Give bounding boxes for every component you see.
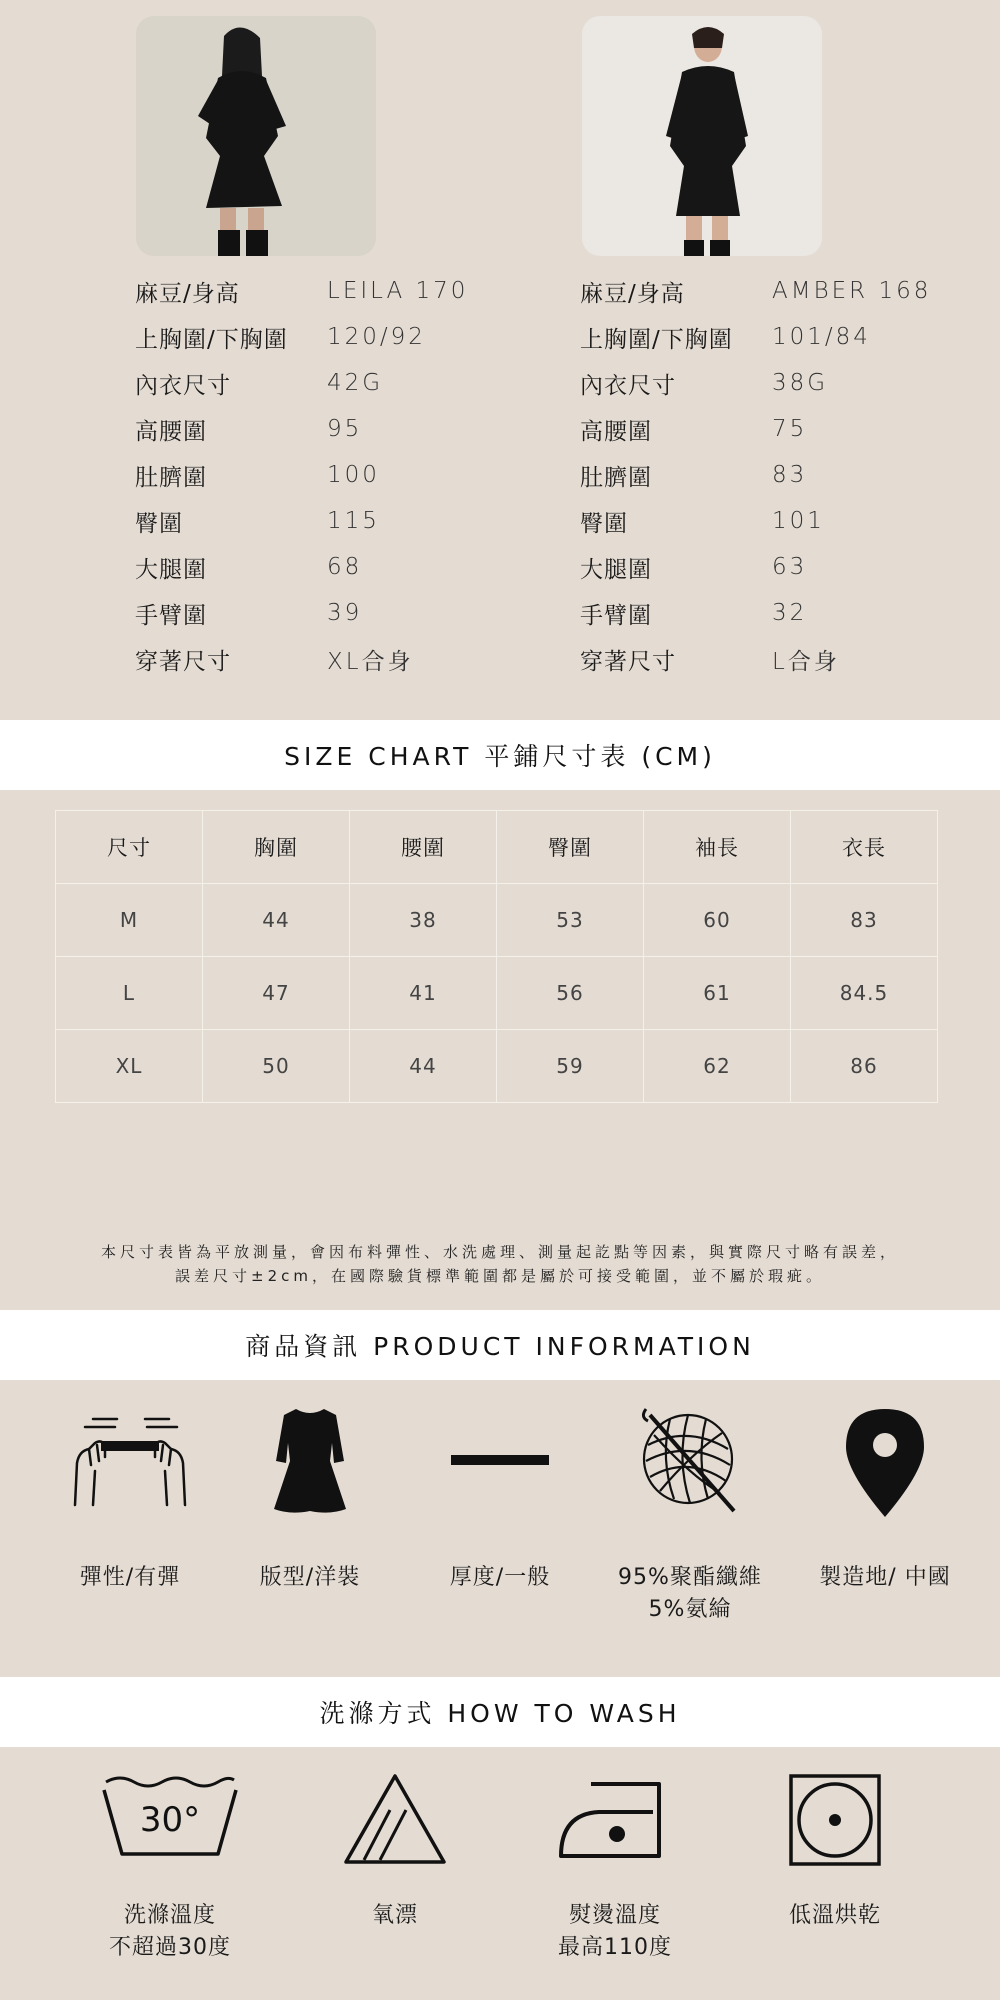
table-cell: XL: [56, 1030, 203, 1103]
size-chart-table: [55, 810, 938, 1103]
tumble-dry-low-icon: [785, 1770, 885, 1870]
dress-icon: [260, 1405, 360, 1515]
size-disclaimer-line: 誤差尺寸±2cm，在國際驗貨標準範圍都是屬於可接受範圍，並不屬於瑕疵。: [175, 1267, 825, 1285]
table-cell: 41: [350, 957, 497, 1030]
table-cell: 60: [644, 884, 791, 957]
table-row: [56, 884, 938, 957]
table-cell: 47: [203, 957, 350, 1030]
table-row: [56, 957, 938, 1030]
model-row: 麻豆/身高 AMBER 168: [580, 278, 932, 307]
model-row: 臀圍 115: [135, 508, 380, 537]
yarn-ball-icon: [630, 1405, 750, 1517]
model-row: 上胸圍/下胸圍 101/84: [580, 324, 871, 353]
table-cell: 56: [497, 957, 644, 1030]
product-info-thickness: [425, 1405, 575, 1515]
material-label: 95%聚酯纖維 5%氨綸: [618, 1565, 762, 1622]
table-row: [56, 1030, 938, 1103]
model-row: 上胸圍/下胸圍 120/92: [135, 324, 426, 353]
product-info-origin: [800, 1405, 970, 1521]
table-header-cell: 胸圍: [203, 811, 350, 884]
origin-label: 製造地/ 中國: [819, 1565, 951, 1590]
table-cell: 50: [203, 1030, 350, 1103]
thickness-line-icon: [445, 1405, 555, 1515]
model-row: 手臂圍 32: [580, 600, 808, 629]
wash-temperature: [85, 1770, 255, 1860]
model-row: 高腰圍 75: [580, 416, 808, 445]
product-info-elasticity: [55, 1405, 205, 1515]
table-cell: 84.5: [791, 957, 938, 1030]
wash-title: 洗滌方式 HOW TO WASH: [0, 1677, 1000, 1747]
table-cell: 44: [203, 884, 350, 957]
model-row: 手臂圍 39: [135, 600, 363, 629]
table-header-row: [56, 811, 938, 884]
product-info-title: 商品資訊 PRODUCT INFORMATION: [0, 1310, 1000, 1380]
wash-temperature-label: 洗滌溫度 不超過30度: [109, 1903, 231, 1960]
model-measurements-amber: [580, 268, 931, 682]
table-header-cell: 腰圍: [350, 811, 497, 884]
model-row: 高腰圍 95: [135, 416, 363, 445]
table-cell: 53: [497, 884, 644, 957]
table-cell: M: [56, 884, 203, 957]
model-row: 肚臍圍 100: [135, 462, 380, 491]
model-row: 穿著尺寸 L合身: [580, 648, 840, 675]
model-row: 內衣尺寸 42G: [135, 370, 384, 399]
thickness-label: 厚度/一般: [449, 1565, 551, 1590]
model-row: 臀圍 101: [580, 508, 825, 537]
model-row: 穿著尺寸 XL合身: [135, 648, 414, 675]
model-photo-amber: [582, 16, 822, 256]
iron-icon: [555, 1770, 675, 1870]
table-cell: 59: [497, 1030, 644, 1103]
model-photo-leila: [136, 16, 376, 256]
table-header-cell: 袖長: [644, 811, 791, 884]
size-disclaimer: [0, 1240, 1000, 1288]
model-row: 大腿圍 63: [580, 554, 808, 583]
fit-label: 版型/洋裝: [259, 1565, 361, 1590]
size-chart-title: SIZE CHART 平鋪尺寸表 (CM): [0, 720, 1000, 790]
table-cell: 61: [644, 957, 791, 1030]
table-cell: L: [56, 957, 203, 1030]
model-row: 大腿圍 68: [135, 554, 363, 583]
table-cell: 44: [350, 1030, 497, 1103]
size-disclaimer-line: 本尺寸表皆為平放測量，會因布料彈性、水洗處理、測量起訖點等因素，與實際尺寸略有誤差，: [100, 1243, 899, 1261]
wash-tub-icon: [100, 1770, 240, 1860]
location-pin-icon: [840, 1405, 930, 1521]
stretch-icon: [65, 1405, 195, 1515]
table-header-cell: 臀圍: [497, 811, 644, 884]
oxygen-bleach-icon: [340, 1770, 450, 1870]
bleach-label: 氧漂: [371, 1903, 418, 1928]
model-row: 麻豆/身高 LEILA 170: [135, 278, 469, 307]
table-header-cell: 尺寸: [56, 811, 203, 884]
model-row: 肚臍圍 83: [580, 462, 808, 491]
model-measurements-leila: [135, 268, 468, 682]
ironing-label: 熨燙溫度 最高110度: [558, 1903, 672, 1960]
table-header-cell: 衣長: [791, 811, 938, 884]
ironing: [540, 1770, 690, 1870]
tumble-dry: [760, 1770, 910, 1870]
table-cell: 86: [791, 1030, 938, 1103]
model-row: 內衣尺寸 38G: [580, 370, 829, 399]
product-info-material: [600, 1405, 780, 1517]
wash-temp-text: 30°: [139, 1800, 201, 1840]
product-info-fit: [240, 1405, 380, 1515]
table-cell: 38: [350, 884, 497, 957]
table-cell: 62: [644, 1030, 791, 1103]
table-cell: 83: [791, 884, 938, 957]
tumble-dry-label: 低溫烘乾: [788, 1903, 881, 1928]
bleach: [320, 1770, 470, 1870]
elasticity-label: 彈性/有彈: [79, 1565, 181, 1590]
